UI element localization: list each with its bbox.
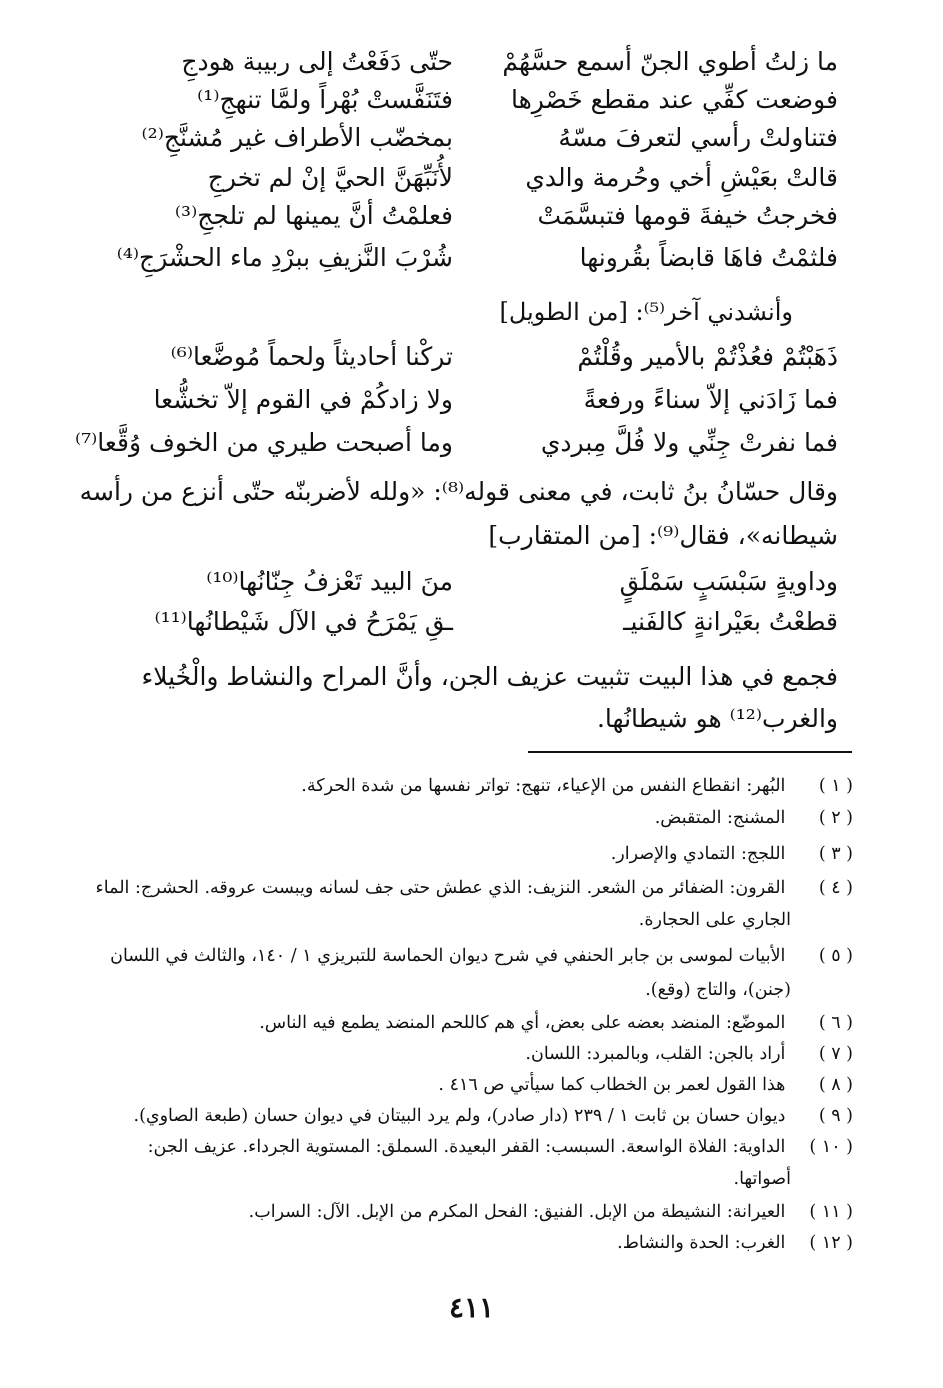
footnote-number: ( ٥ ) — [818, 946, 853, 966]
verse-first-hemistich: فوضعت كفِّي عند مقطع خَصْرِها — [510, 85, 838, 114]
verse-second-hemistich: منَ البيد تَعْزفُ جِنّانُها⁽¹⁰⁾ — [206, 567, 453, 596]
prose-line: والغرب⁽¹²⁾ هو شيطانُها. — [596, 704, 838, 733]
footnote-number: ( ١ ) — [818, 776, 853, 796]
verse-first-hemistich: وداويةٍ سَبْسَبٍ سَمْلَقٍ — [619, 567, 838, 596]
footnote-text: ديوان حسان بن ثابت ١ / ٢٣٩ (دار صادر)، ولم يرد البيتان في ديوان حسان (طبعة الصاوي). — [133, 1106, 786, 1126]
verse-second-hemistich: حتّى دَفَعْتُ إلى ربيبة هودجِ — [181, 47, 453, 76]
footnote — [83, 1131, 853, 1163]
verse-first-hemistich: فما نفرتْ جِنِّي ولا فُلَّ مِبردي — [540, 428, 838, 457]
footnote — [83, 1100, 853, 1132]
footnote-number: ( ٣ ) — [818, 844, 853, 864]
verse — [0, 602, 943, 642]
footnote-text: الغرب: الحدة والنشاط. — [617, 1233, 786, 1253]
verse-second-hemistich: لأُنَبِّهَنَّ الحيَّ إنْ لم تخرجِ — [207, 163, 453, 192]
prose-line: فجمع في هذا البيت تثبيت عزيف الجن، وأنَّ المراح والنشاط والْخُيلاء — [141, 662, 838, 691]
footnote-number: ( ٨ ) — [818, 1075, 853, 1095]
footnote-continuation: أصواتها. — [733, 1169, 791, 1189]
footnote — [83, 1038, 853, 1070]
footnote-number: ( ١٠ ) — [809, 1137, 853, 1157]
verse — [0, 158, 943, 198]
verse — [0, 337, 943, 377]
verse — [0, 42, 943, 82]
verse-second-hemistich: وما أصبحت طيري من الخوف وُقَّعا⁽⁷⁾ — [75, 428, 453, 457]
page-number: ٤١١ — [448, 1291, 495, 1324]
verse-second-hemistich: ـقِ يَمْرَحُ في الآل شَيْطانُها⁽¹¹⁾ — [154, 607, 453, 636]
footnote — [83, 770, 853, 802]
footnote-text: العيرانة: النشيطة من الإبل. الفنيق: الفحل المكرم من الإبل. الآل: السراب. — [248, 1202, 786, 1222]
verse — [0, 238, 943, 278]
verse — [0, 196, 943, 236]
footnote-number: ( ٤ ) — [818, 878, 853, 898]
footnote-number: ( ٢ ) — [818, 808, 853, 828]
verse-first-hemistich: فما زَادَني إلاّ سناءً ورفعةً — [583, 385, 838, 414]
footnote-text: البُهر: انقطاع النفس من الإعياء، تنهج: تواتر نفسها من شدة الحركة. — [301, 776, 786, 796]
footnote-text: أراد بالجن: القلب، وبالمبرد: اللسان. — [525, 1044, 786, 1064]
verse-first-hemistich: فتناولتْ رأسي لتعرفَ مسّهُ — [558, 123, 838, 152]
verse-second-hemistich: بمخضّب الأطراف غير مُشنَّجِ⁽²⁾ — [141, 123, 453, 152]
footnote — [83, 1007, 853, 1039]
verse — [0, 562, 943, 602]
verse — [0, 118, 943, 158]
verse-first-hemistich: قطعْتُ بعَيْرانةٍ كالفَنيـ — [623, 607, 838, 636]
footnote-continuation: الجاري على الحجارة. — [638, 910, 791, 930]
verse-second-hemistich: فتَنَفَّستْ بُهْراً ولمَّا تنهجِ⁽¹⁾ — [197, 85, 453, 114]
verse-first-hemistich: فخرجتُ خيفةَ قومها فتبسَّمَتْ — [537, 201, 838, 230]
footnote-text: الداوية: الفلاة الواسعة. السبسب: القفر البعيدة. السملق: المستوية الجرداء. عزيف الجن: — [147, 1137, 786, 1157]
verse-first-hemistich: ذَهَبْتُمْ فعُذْتُمْ بالأمير وقُلْتُمْ — [577, 342, 838, 371]
footnote — [83, 1069, 853, 1101]
footnote — [83, 838, 853, 870]
verse-first-hemistich: قالتْ بعَيْشِ أخي وحُرمة والدي — [525, 163, 838, 192]
footnote-text: هذا القول لعمر بن الخطاب كما سيأتي ص ٤١٦ . — [438, 1075, 786, 1095]
verse — [0, 423, 943, 463]
footnote-number: ( ١٢ ) — [809, 1233, 853, 1253]
verse-second-hemistich: ولا زادكُمْ في القوم إلاّ تخشُّعا — [153, 385, 453, 414]
verse-first-hemistich: فلثمْتُ فاهَا قابضاً بقُرونها — [579, 243, 838, 272]
footnote — [83, 1196, 853, 1228]
prose-line: وقال حسّانُ بنُ ثابت، في معنى قوله⁽⁸⁾: «ولله لأضربنّه حتّى أنزع من رأسه — [79, 477, 838, 506]
meter-heading: وأنشدني آخر⁽⁵⁾: [من الطويل] — [499, 298, 793, 326]
footnote-text: الموضّع: المنضد بعضه على بعض، أي هم كاللحم المنضد يطمع فيه الناس. — [259, 1013, 786, 1033]
footnote-number: ( ٦ ) — [818, 1013, 853, 1033]
footnote-text: الأبيات لموسى بن جابر الحنفي في شرح ديوان الحماسة للتبريزي ١ / ١٤٠، والثالث في اللسان — [110, 946, 786, 966]
prose-line: شيطانه»، فقال⁽⁹⁾: [من المتقارب] — [488, 521, 838, 550]
footnote-number: ( ١١ ) — [809, 1202, 853, 1222]
verse-second-hemistich: شُرْبَ النَّزيفِ ببرْدِ ماء الحشْرَجِ⁽⁴⁾ — [116, 243, 453, 272]
verse-second-hemistich: تركْنا أحاديثاً ولحماً مُوضَّعا⁽⁶⁾ — [170, 342, 453, 371]
footnote-text: المشنج: المتقبض. — [654, 808, 786, 828]
footnote — [83, 872, 853, 904]
footnote-number: ( ٩ ) — [818, 1106, 853, 1126]
footnote-text: القرون: الضفائر من الشعر. النزيف: الذي عطش حتى جف لسانه ويبست عروقه. الحشرج: الماء — [95, 878, 786, 898]
verse — [0, 80, 943, 120]
verse — [0, 380, 943, 420]
footnote-continuation: (جنن)، والتاج (وقع). — [645, 980, 791, 1000]
verse-second-hemistich: فعلمْتُ أنَّ يمينها لم تلججِ⁽³⁾ — [174, 201, 453, 230]
footnote-separator — [528, 751, 852, 753]
footnote — [83, 940, 853, 972]
footnote — [83, 802, 853, 834]
verse-first-hemistich: ما زلتُ أطوي الجنّ أسمع حسَّهُمْ — [502, 47, 838, 76]
footnote-text: اللجج: التمادي والإصرار. — [610, 844, 786, 864]
footnote-number: ( ٧ ) — [818, 1044, 853, 1064]
footnote — [83, 1227, 853, 1259]
